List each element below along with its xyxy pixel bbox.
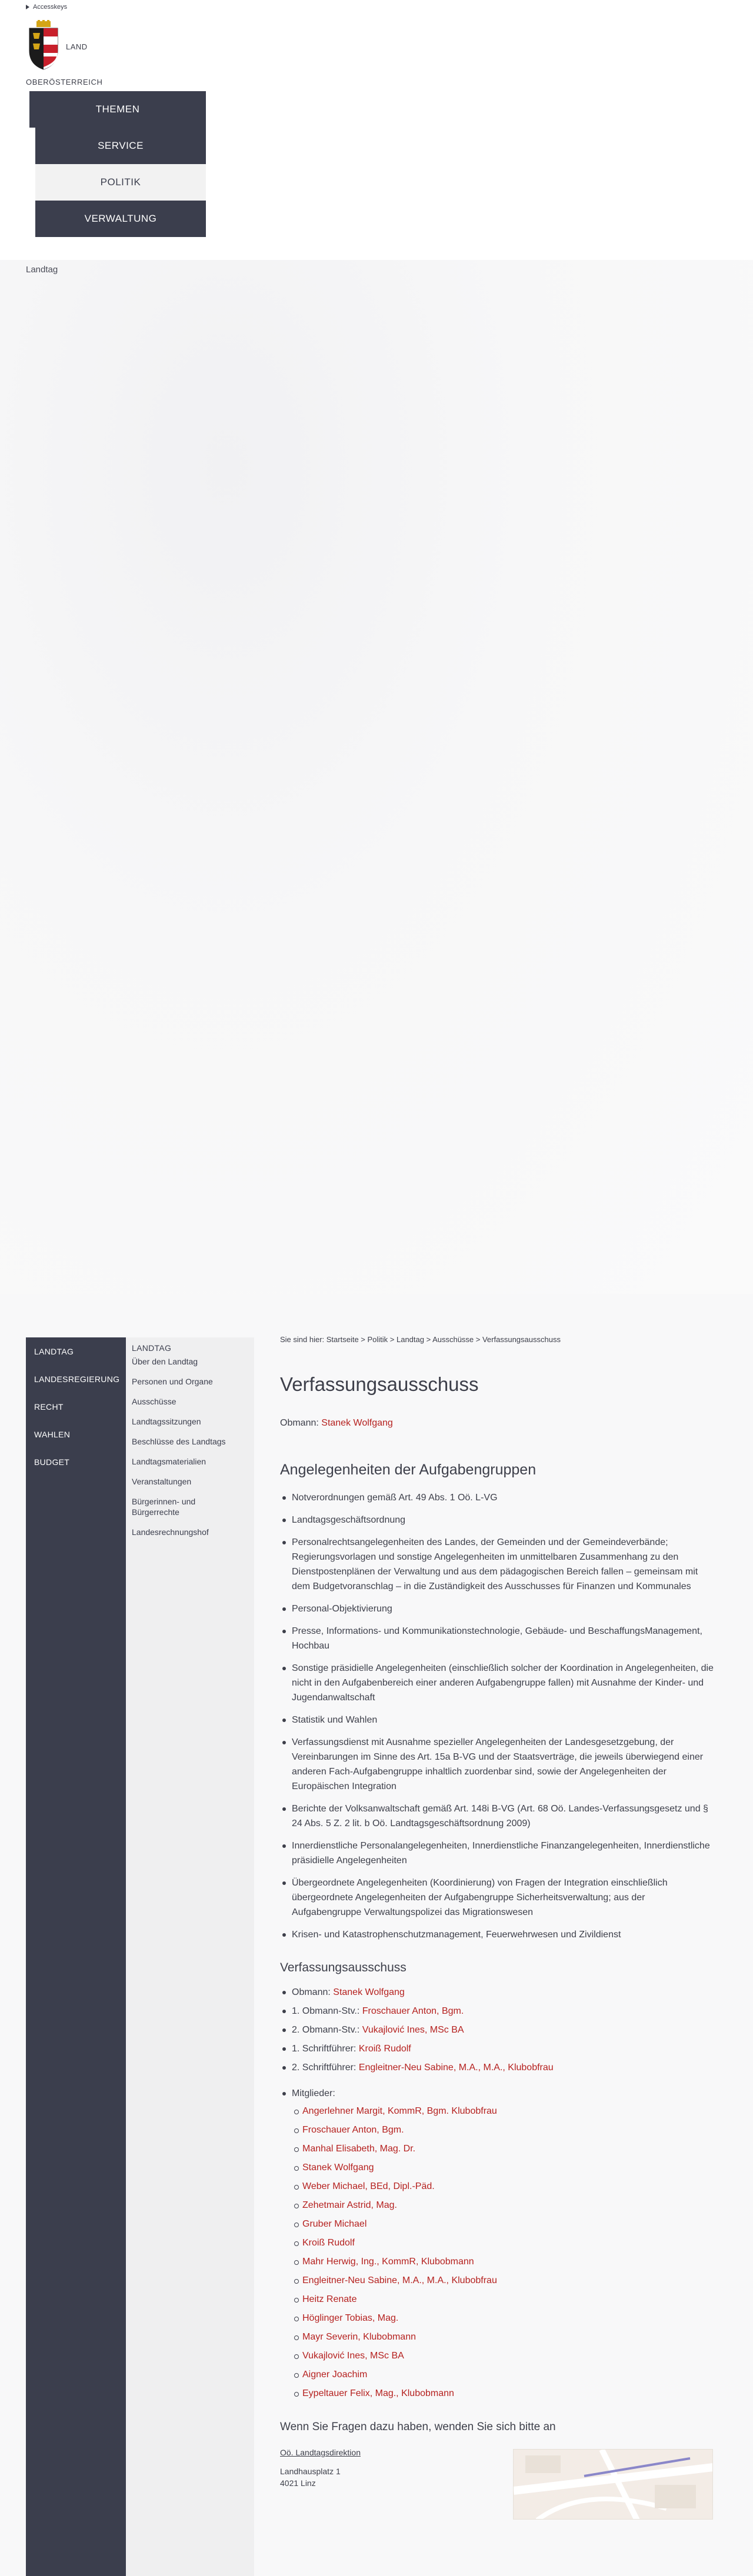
mainnav-service[interactable]: SERVICE bbox=[35, 128, 206, 164]
role-obmann bbox=[280, 1987, 715, 1998]
subnav-landesrechnungshof[interactable]: Landesrechnungshof bbox=[132, 1527, 209, 1537]
list-item: Verfassungsdienst mit Ausnahme spezieller Angelegenheiten der Landesgesetzgebung, der Vereinbarungen im Sinne des Art. 15a B-VG und der Staatsverträge, die jeweils überwiegend einer anderen Fach-Aufgabengruppe inhaltlich zuordenbar sind, sowie der Angelegenheiten der Europäischen Integration bbox=[280, 1735, 715, 1794]
member-link[interactable]: Vukajlović Ines, MSc BA bbox=[292, 2350, 715, 2362]
member-link[interactable]: Manhal Elisabeth, Mag. Dr. bbox=[292, 2143, 715, 2155]
member-link[interactable]: Heitz Renate bbox=[292, 2294, 715, 2305]
members-group bbox=[280, 2088, 715, 2400]
members-label: Mitglieder: bbox=[292, 2088, 335, 2098]
member-link[interactable]: Engleitner-Neu Sabine, M.A., M.A., Klubobfrau bbox=[292, 2275, 715, 2287]
member-link[interactable]: Gruber Michael bbox=[292, 2218, 715, 2230]
page-title: Verfassungsausschuss bbox=[280, 1373, 479, 1395]
location-map[interactable] bbox=[513, 2449, 713, 2520]
member-link[interactable]: Mahr Herwig, Ing., KommR, Klubobmann bbox=[292, 2256, 715, 2268]
role-person-link[interactable]: Kroiß Rudolf bbox=[358, 2044, 411, 2054]
member-link[interactable]: Kroiß Rudolf bbox=[292, 2237, 715, 2249]
hero-section-label: Landtag bbox=[26, 265, 58, 275]
list-item: Sonstige präsidielle Angelegenheiten (einschließlich solcher der Koordination in Angelegenheiten, die nicht in den Aufgabenbereich einer anderen Aufgabengruppe fallen) mit Ausnahme der Kinder- und Jugendanwaltschaft bbox=[280, 1661, 715, 1705]
member-link[interactable]: Froschauer Anton, Bgm. bbox=[292, 2124, 715, 2136]
role-obmann-stv-2 bbox=[280, 2024, 715, 2036]
contact-box bbox=[280, 2448, 715, 2518]
member-link[interactable]: Eypeltauer Felix, Mag., Klubobmann bbox=[292, 2388, 715, 2400]
role-schriftfuehrer-2 bbox=[280, 2062, 715, 2074]
list-item: Berichte der Volksanwaltschaft gemäß Art. 148i B-VG (Art. 68 Oö. Landes-Verfassungsgesetz und § 24 Abs. 5 Z. 2 lit. b Oö. Landtagsgeschäftsordnung 2009) bbox=[280, 1801, 715, 1831]
list-item: Krisen- und Katastrophenschutzmanagement, Feuerwehrwesen und Zivildienst bbox=[280, 1927, 715, 1942]
role-label: Obmann: bbox=[292, 1987, 334, 1997]
subnav-ausschuesse[interactable]: Ausschüsse bbox=[132, 1397, 176, 1406]
role-label: 2. Obmann-Stv.: bbox=[292, 2025, 362, 2035]
role-person-link[interactable]: Engleitner-Neu Sabine, M.A., M.A., Klubobfrau bbox=[358, 2063, 554, 2073]
subnav-buergerrechte[interactable]: Bürgerinnen- und Bürgerrechte bbox=[132, 1497, 196, 1517]
accesskeys-label: Accesskeys bbox=[33, 4, 68, 11]
member-link[interactable]: Stanek Wolfgang bbox=[292, 2162, 715, 2174]
list-item: Innerdienstliche Personalangelegenheiten, Innerdienstliche Finanzangelegenheiten, Innerdienstliche präsidielle Angelegenheiten bbox=[280, 1838, 715, 1868]
logo-line-land: LAND bbox=[66, 42, 88, 51]
subnav-beschluesse[interactable]: Beschlüsse des Landtags bbox=[132, 1437, 226, 1446]
breadcrumb[interactable]: Sie sind hier: Startseite > Politik > Landtag > Ausschüsse > Verfassungsausschuss bbox=[280, 1335, 561, 1344]
subnav-personen-und-organe[interactable]: Personen und Organe bbox=[132, 1377, 213, 1386]
main-content bbox=[280, 1335, 715, 2518]
subnav-ueber-den-landtag[interactable]: Über den Landtag bbox=[132, 1357, 198, 1366]
coat-of-arms-logo[interactable] bbox=[26, 20, 61, 71]
leftnav-recht[interactable]: RECHT bbox=[34, 1402, 64, 1412]
triangle-right-icon bbox=[26, 5, 29, 9]
member-link[interactable]: Mayr Severin, Klubobmann bbox=[292, 2331, 715, 2343]
role-label: 1. Schriftführer: bbox=[292, 2044, 359, 2054]
logo-line-region: OBERÖSTERREICH bbox=[26, 78, 103, 86]
topics-list bbox=[280, 1490, 715, 1942]
subnav-veranstaltungen[interactable]: Veranstaltungen bbox=[132, 1477, 192, 1486]
list-item: Presse, Informations- und Kommunikationstechnologie, Gebäude- und BeschaffungsManagement, Hochbau bbox=[280, 1624, 715, 1653]
obmann-line bbox=[280, 1418, 715, 1429]
list-item: Personalrechtsangelegenheiten des Landes, der Gemeinden und der Gemeindeverbände; Regierungsvorlagen und sonstige Angelegenheiten im unmittelbaren Zusammenhang zu den Dienstpostenplänen der Verwaltung und aus dem pädagogischen Bereich fallen – gemeinsam mit dem Budgetvoranschlag – in die Zuständigkeit des Ausschusses für Finanzen und Kommunales bbox=[280, 1535, 715, 1594]
list-item: Notverordnungen gemäß Art. 49 Abs. 1 Oö. L-VG bbox=[280, 1490, 715, 1505]
role-person-link[interactable]: Stanek Wolfgang bbox=[333, 1987, 405, 1997]
list-item: Statistik und Wahlen bbox=[280, 1713, 715, 1727]
sub-navigation bbox=[126, 1337, 254, 2576]
contact-heading: Wenn Sie Fragen dazu haben, wenden Sie sich bitte an bbox=[280, 2421, 556, 2433]
leftnav-landtag[interactable]: LANDTAG bbox=[26, 1337, 126, 1365]
subnav-landtagsmaterialien[interactable]: Landtagsmaterialien bbox=[132, 1457, 206, 1466]
mainnav-politik[interactable]: POLITIK bbox=[35, 164, 206, 201]
role-obmann-stv-1 bbox=[280, 2006, 715, 2017]
mainnav-themen[interactable]: THEMEN bbox=[29, 91, 206, 128]
role-schriftfuehrer-1 bbox=[280, 2043, 715, 2055]
leftnav-budget[interactable]: BUDGET bbox=[34, 1457, 70, 1467]
main-navigation bbox=[35, 91, 206, 237]
contact-org-link[interactable]: Oö. Landtagsdirektion bbox=[280, 2448, 361, 2457]
obmann-link[interactable]: Stanek Wolfgang bbox=[321, 1418, 393, 1428]
subnav-landtagssitzungen[interactable]: Landtagssitzungen bbox=[132, 1417, 201, 1426]
contact-city: 4021 Linz bbox=[280, 2478, 316, 2488]
section-navigation bbox=[26, 1337, 126, 2576]
obmann-label: Obmann: bbox=[280, 1418, 322, 1428]
section-title: Angelegenheiten der Aufgabengruppen bbox=[280, 1461, 537, 1478]
list-item: Personal-Objektivierung bbox=[280, 1601, 715, 1616]
member-link[interactable]: Aigner Joachim bbox=[292, 2369, 715, 2381]
role-person-link[interactable]: Vukajlović Ines, MSc BA bbox=[362, 2025, 464, 2035]
roles-list bbox=[280, 1987, 715, 2400]
committee-title: Verfassungsausschuss bbox=[280, 1961, 407, 1974]
contact-street: Landhausplatz 1 bbox=[280, 2467, 341, 2476]
leftnav-landesregierung[interactable]: LANDESREGIERUNG bbox=[34, 1374, 120, 1384]
leftnav-wahlen[interactable]: WAHLEN bbox=[34, 1429, 71, 1439]
members-list bbox=[292, 2105, 715, 2400]
list-item: Übergeordnete Angelegenheiten (Koordinierung) von Fragen der Integration einschließlich übergeordnete Angelegenheiten der Aufgabengruppe Sicherheitsverwaltung; aus der Aufgabengruppe Verwaltungspolizei das Migrationswesen bbox=[280, 1876, 715, 1920]
subnav-heading: LANDTAG bbox=[132, 1343, 172, 1353]
accesskeys-link[interactable] bbox=[26, 4, 67, 11]
role-person-link[interactable]: Froschauer Anton, Bgm. bbox=[362, 2006, 464, 2016]
member-link[interactable]: Weber Michael, BEd, Dipl.-Päd. bbox=[292, 2181, 715, 2193]
role-label: 1. Obmann-Stv.: bbox=[292, 2006, 362, 2016]
role-label: 2. Schriftführer: bbox=[292, 2063, 359, 2073]
member-link[interactable]: Zehetmair Astrid, Mag. bbox=[292, 2200, 715, 2211]
member-link[interactable]: Angerlehner Margit, KommR, Bgm. Klubobfrau bbox=[292, 2105, 715, 2117]
hero-banner bbox=[0, 260, 753, 1295]
member-link[interactable]: Höglinger Tobias, Mag. bbox=[292, 2313, 715, 2324]
list-item: Landtagsgeschäftsordnung bbox=[280, 1513, 715, 1527]
mainnav-verwaltung[interactable]: VERWALTUNG bbox=[35, 201, 206, 237]
